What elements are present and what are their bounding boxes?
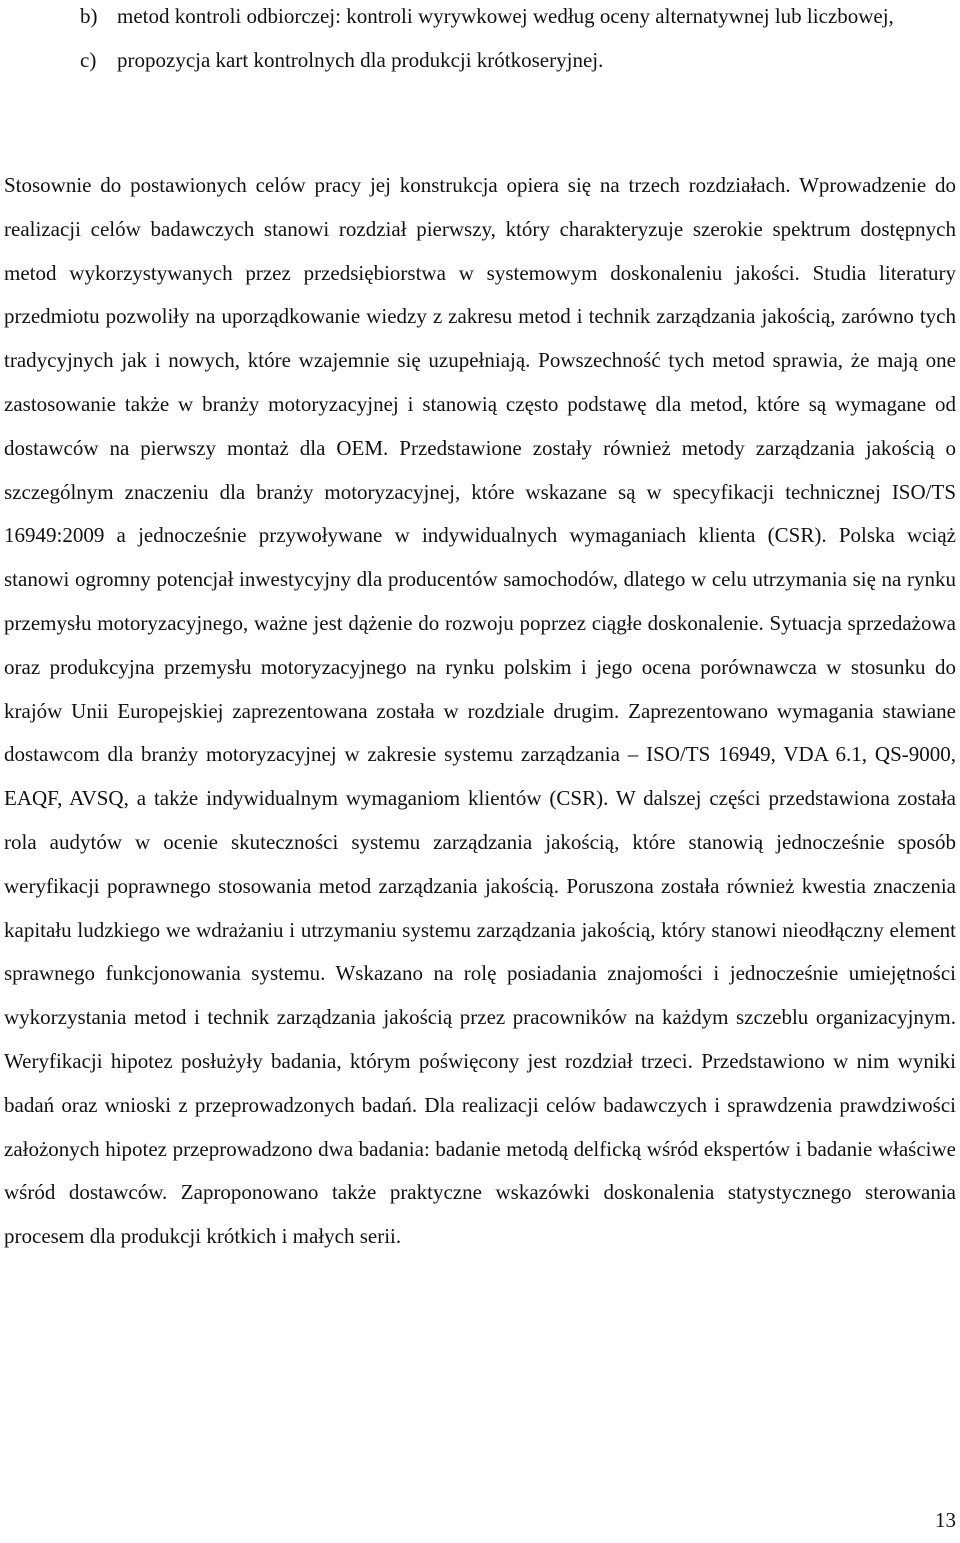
list-item-text: metod kontroli odbiorczej: kontroli wyrywkowej według oceny alternatywnej lub liczbowej,: [117, 4, 894, 28]
list-item: [80, 38, 960, 82]
list-item-marker: b): [80, 4, 98, 28]
list-item-marker: c): [80, 48, 97, 72]
list-item-text: propozycja kart kontrolnych dla produkcji krótkoseryjnej.: [117, 48, 604, 72]
list-item: [80, 0, 960, 38]
page-number: 13: [935, 1508, 956, 1532]
body-paragraph: Stosownie do postawionych celów pracy jej konstrukcja opiera się na trzech rozdziałach. Wprowadzenie do realizacji celów badawczych stanowi rozdział pierwszy, który charakteryzuje szerokie spektrum dostępnych metod wykorzystywanych przez przedsiębiorstwa w systemowym doskonaleniu jakości. Studia literatury przedmiotu pozwoliły na uporządkowanie wiedzy z zakresu metod i technik zarządzania jakością, zarówno tych tradycyjnych jak i nowych, które wzajemnie się uzupełniają. Powszechność tych metod sprawia, że mają one zastosowanie także w branży motoryzacyjnej i stanowią często podstawę dla metod, które są wymagane od dostawców na pierwszy montaż dla OEM. Przedstawione zostały również metody zarządzania jakością o szczególnym znaczeniu dla branży motoryzacyjnej, które wskazane są w specyfikacji technicznej ISO/TS 16949:2009 a jednocześnie przywoływane w indywidualnych wymaganiach klienta (CSR). Polska wciąż stanowi ogromny potencjał inwestycyjny dla producentów samochodów, dlatego w celu utrzymania się na rynku przemysłu motoryzacyjnego, ważne jest dążenie do rozwoju poprzez ciągłe doskonalenie. Sytuacja sprzedażowa oraz produkcyjna przemysłu motoryzacyjnego na rynku polskim i jego ocena porównawcza w stosunku do krajów Unii Europejskiej zaprezentowana została w rozdziale drugim. Zaprezentowano wymagania stawiane dostawcom dla branży motoryzacyjnej w zakresie systemu zarządzania – ISO/TS 16949, VDA 6.1, QS-9000, EAQF, AVSQ, a także indywidualnym wymaganiom klientów (CSR). W dalszej części przedstawiona została rola audytów w ocenie skuteczności systemu zarządzania jakością, które stanowią jednocześnie sposób weryfikacji poprawnego stosowania metod zarządzania jakością. Poruszona została również kwestia znaczenia kapitału ludzkiego we wdrażaniu i utrzymaniu systemu zarządzania jakością, który stanowi nieodłączny element sprawnego funkcjonowania systemu. Wskazano na rolę posiadania znajomości i jednocześnie umiejętności wykorzystania metod i technik zarządzania jakością przez pracowników na każdym szczeblu organizacyjnym. Weryfikacji hipotez posłużyły badania, którym poświęcony jest rozdział trzeci. Przedstawiono w nim wyniki badań oraz wnioski z przeprowadzonych badań. Dla realizacji celów badawczych i sprawdzenia prawdziwości założonych hipotez przeprowadzono dwa badania: badanie metodą delficką wśród ekspertów i badanie właściwe wśród dostawców. Zaproponowano także praktyczne wskazówki doskonalenia statystycznego sterowania procesem dla produkcji krótkich i małych serii.: [4, 173, 956, 1249]
enumerated-list: [80, 0, 960, 82]
